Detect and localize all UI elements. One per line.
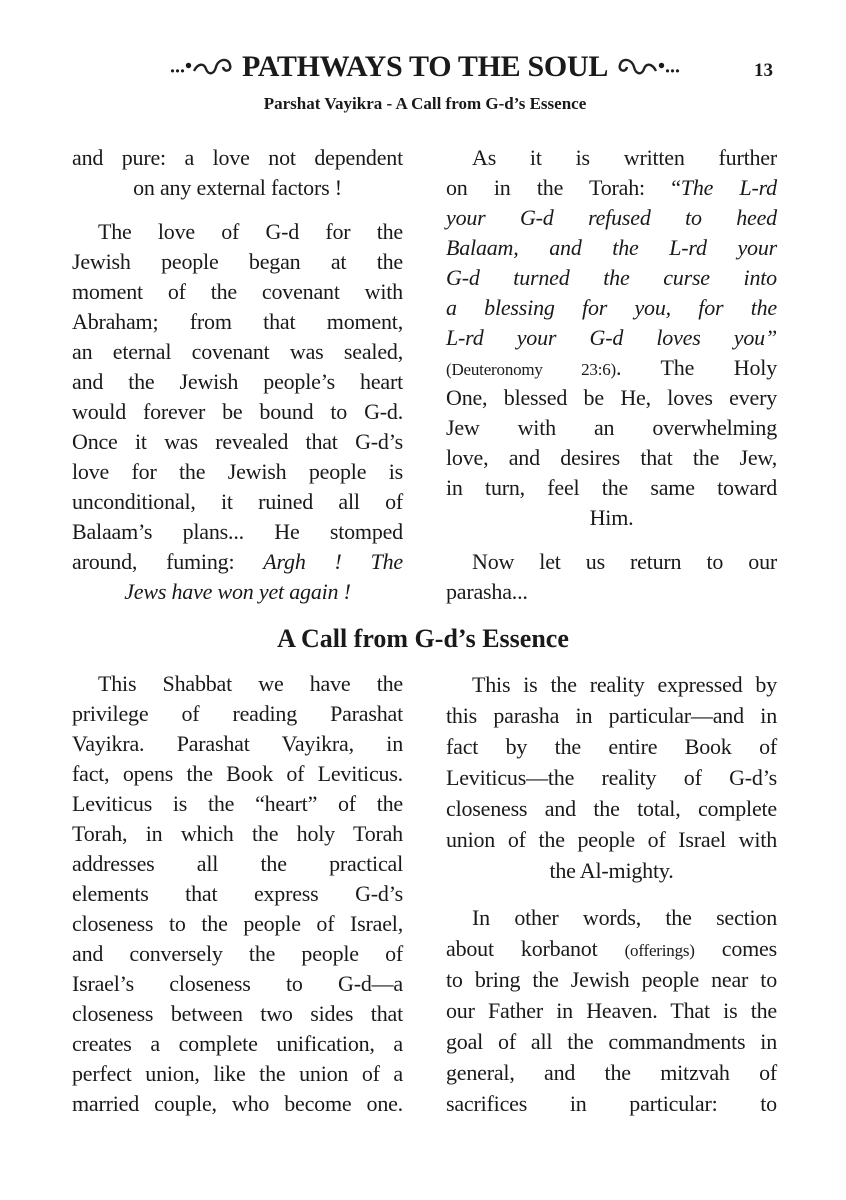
text-line	[72, 819, 403, 849]
text-line	[446, 547, 777, 577]
text-span: Leviticus is the “heart” of the	[72, 791, 403, 816]
paragraph	[72, 217, 403, 607]
text-line	[446, 443, 777, 473]
text-line	[446, 793, 777, 824]
text-line	[72, 217, 403, 247]
text-line	[72, 729, 403, 759]
text-span: love for the Jewish people is	[72, 459, 403, 484]
text-line	[446, 233, 777, 263]
ornament-dots-left: ...•	[169, 55, 192, 78]
text-line	[72, 277, 403, 307]
text-span: parasha...	[446, 579, 528, 604]
text-line	[446, 323, 777, 353]
text-span: The love of G-d for the	[98, 219, 403, 244]
book-title-banner	[130, 50, 720, 84]
text-span: . The Holy	[616, 355, 777, 380]
text-line	[72, 999, 403, 1029]
text-line	[72, 909, 403, 939]
text-line	[72, 849, 403, 879]
text-span: the Al-mighty.	[549, 858, 674, 883]
text-span: closeness to the people of Israel,	[72, 911, 403, 936]
text-span: on in the Torah: “	[446, 175, 681, 200]
text-line	[72, 969, 403, 999]
text-span: creates a complete unification, a	[72, 1031, 403, 1056]
italic-text: Jews have won yet again !	[124, 579, 351, 604]
text-span: As it is written further	[472, 145, 777, 170]
text-span: Balaam’s plans... He stomped	[72, 519, 403, 544]
italic-text: Argh ! The	[263, 549, 403, 574]
text-span: moment of the covenant with	[72, 279, 403, 304]
text-line	[446, 383, 777, 413]
text-line	[446, 353, 777, 383]
italic-text: a blessing for you, for the	[446, 295, 777, 320]
text-span: comes	[694, 936, 777, 961]
text-line	[446, 503, 777, 533]
text-span: Leviticus—the reality of G-d’s	[446, 765, 777, 790]
text-span: closeness and the total, complete	[446, 796, 777, 821]
text-span: Now let us return to our	[472, 549, 777, 574]
ornament-left-icon	[170, 55, 234, 79]
text-column-top-right	[446, 143, 777, 621]
text-span: unconditional, it ruined all of	[72, 489, 403, 514]
text-span: Abraham; from that moment,	[72, 309, 403, 334]
chapter-subtitle: Parshat Vayikra - A Call from G-d’s Essence	[263, 94, 587, 113]
text-span: to bring the Jewish people near to	[446, 967, 777, 992]
italic-text: your G-d refused to heed	[446, 205, 777, 230]
text-line	[446, 293, 777, 323]
text-line	[446, 473, 777, 503]
text-line	[72, 487, 403, 517]
text-span: would forever be bound to G-d.	[72, 399, 403, 424]
italic-text: G-d turned the curse into	[446, 265, 777, 290]
paragraph	[446, 902, 777, 1119]
text-line	[446, 700, 777, 731]
text-line	[446, 824, 777, 855]
paragraph	[72, 143, 403, 203]
text-line	[446, 731, 777, 762]
text-line	[446, 203, 777, 233]
text-line	[72, 367, 403, 397]
text-line	[72, 457, 403, 487]
text-line	[72, 879, 403, 909]
text-span: closeness between two sides that	[72, 1001, 403, 1026]
text-line	[72, 143, 403, 173]
running-header	[0, 50, 846, 90]
text-span: Jew with an overwhelming	[446, 415, 777, 440]
text-line	[72, 669, 403, 699]
paragraph	[446, 143, 777, 533]
text-span: Once it was revealed that G-d’s	[72, 429, 403, 454]
ornament-dots-right: •...	[658, 55, 681, 78]
text-line	[72, 517, 403, 547]
text-span: This Shabbat we have the	[98, 671, 403, 696]
book-title: PATHWAYS TO THE SOUL	[241, 50, 609, 83]
text-line	[72, 789, 403, 819]
text-span: around, fuming:	[72, 549, 264, 574]
section-heading: A Call from G-d’s Essence	[277, 624, 569, 653]
text-line	[446, 762, 777, 793]
text-line	[72, 577, 403, 607]
text-span: this parasha in particular—and in	[446, 703, 777, 728]
text-line	[72, 759, 403, 789]
text-span: general, and the mitzvah of	[446, 1060, 777, 1085]
text-line	[72, 1059, 403, 1089]
text-span: Jewish people began at the	[72, 249, 403, 274]
text-line	[72, 547, 403, 577]
text-span: fact, opens the Book of Leviticus.	[72, 761, 403, 786]
text-span: union of the people of Israel with	[446, 827, 777, 852]
text-span: sacrifices in particular: to	[446, 1091, 777, 1116]
text-line	[446, 995, 777, 1026]
text-span: Vayikra. Parashat Vayikra, in	[72, 731, 403, 756]
text-line	[446, 902, 777, 933]
text-column-bottom-left	[72, 669, 403, 1133]
italic-text: L-rd your G-d loves you”	[446, 325, 777, 350]
text-line	[72, 427, 403, 457]
text-line	[72, 337, 403, 367]
text-column-top-left	[72, 143, 403, 621]
paragraph	[446, 547, 777, 607]
text-line	[446, 143, 777, 173]
text-line	[446, 173, 777, 203]
paragraph	[72, 669, 403, 1119]
text-line	[446, 263, 777, 293]
text-span: an eternal covenant was sealed,	[72, 339, 403, 364]
text-span: privilege of reading Parashat	[72, 701, 403, 726]
text-span: This is the reality expressed by	[472, 672, 777, 697]
text-span: and conversely the people of	[72, 941, 403, 966]
text-span: elements that express G-d’s	[72, 881, 403, 906]
text-line	[446, 964, 777, 995]
text-span: about korbanot	[446, 936, 625, 961]
text-span: in turn, feel the same toward	[446, 475, 777, 500]
text-span: goal of all the commandments in	[446, 1029, 777, 1054]
text-line	[446, 933, 777, 964]
text-line	[446, 577, 777, 607]
text-line	[72, 397, 403, 427]
italic-text: The L-rd	[680, 175, 777, 200]
text-column-bottom-right	[446, 669, 777, 1135]
ornament-right-icon	[616, 55, 680, 79]
paragraph	[446, 669, 777, 886]
small-text: (offerings)	[624, 941, 695, 960]
text-span: perfect union, like the union of a	[72, 1061, 403, 1086]
small-text: (Deuteronomy 23:6)	[446, 360, 617, 379]
text-span: In other words, the section	[472, 905, 777, 930]
text-span: love, and desires that the Jew,	[446, 445, 777, 470]
text-span: addresses all the practical	[72, 851, 403, 876]
text-line	[446, 1026, 777, 1057]
text-span: Torah, in which the holy Torah	[72, 821, 403, 846]
text-line	[72, 173, 403, 203]
text-span: fact by the entire Book of	[446, 734, 777, 759]
text-span: our Father in Heaven. That is the	[446, 998, 777, 1023]
text-span: on any external factors !	[133, 175, 342, 200]
text-line	[72, 307, 403, 337]
text-line	[72, 1029, 403, 1059]
text-span: and pure: a love not dependent	[72, 145, 403, 170]
text-span: Him.	[589, 505, 634, 530]
page-number: 13	[754, 60, 773, 81]
text-span: and the Jewish people’s heart	[72, 369, 403, 394]
text-line	[72, 699, 403, 729]
text-line	[446, 1088, 777, 1119]
italic-text: Balaam, and the L-rd your	[446, 235, 777, 260]
text-span: married couple, who become one.	[72, 1091, 403, 1116]
text-line	[446, 1057, 777, 1088]
text-line	[446, 413, 777, 443]
text-line	[446, 669, 777, 700]
text-line	[446, 855, 777, 886]
text-line	[72, 1089, 403, 1119]
text-line	[72, 247, 403, 277]
text-span: Israel’s closeness to G-d—a	[72, 971, 403, 996]
text-line	[72, 939, 403, 969]
text-span: One, blessed be He, loves every	[446, 385, 777, 410]
